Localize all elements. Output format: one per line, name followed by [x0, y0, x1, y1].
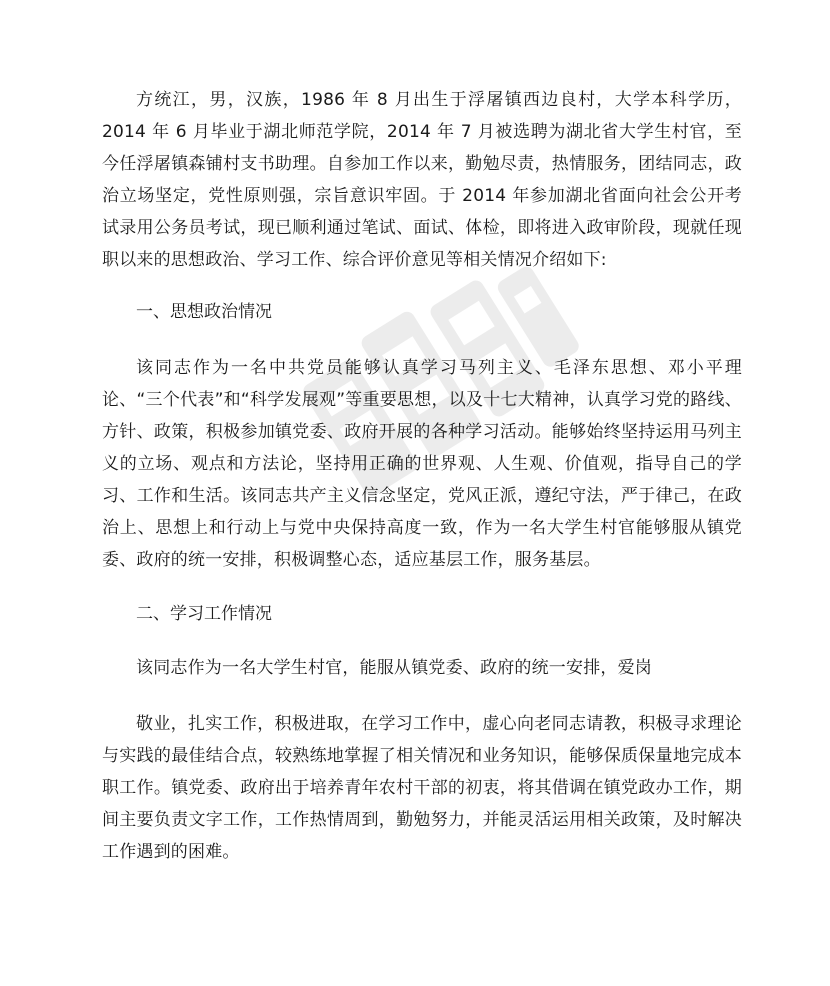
document-body — [102, 84, 742, 868]
intro-paragraph: 方统江，男，汉族，1986 年 8 月出生于浮屠镇西边良村，大学本科学历，2014 年 6 月毕业于湖北师范学院，2014 年 7 月被选聘为湖北省大学生村官，至今任浮屠镇森铺村支书助理。自参加工作以来，勤勉尽责，热情服务，团结同志，政治立场坚定，党性原则强，宗旨意识牢固。于 2014 年参加湖北省面向社会公开考试录用公务员考试，现已顺利通过笔试、面试、体检，即将进入政审阶段，现就任现职以来的思想政治、学习工作、综合评价意见等相关情况介绍如下: — [102, 90, 742, 270]
study-work-paragraph-line1: 该同志作为一名大学生村官，能服从镇党委、政府的统一安排，爱岗 — [136, 658, 652, 678]
study-work-paragraph: 敬业，扎实工作，积极进取，在学习工作中，虚心向老同志请教，积极寻求理论与实践的最佳结合点，较熟练地掌握了相关情况和业务知识，能够保质保量地完成本职工作。镇党委、政府出于培养青年农村干部的初衷，将其借调在镇党政办工作，期间主要负责文字工作，工作热情周到，勤勉努力，并能灵活运用相关政策，及时解决工作遇到的困难。 — [102, 714, 742, 862]
section-heading-political: 一、思想政治情况 — [136, 302, 272, 322]
political-paragraph: 该同志作为一名中共党员能够认真学习马列主义、毛泽东思想、邓小平理论、“三个代表”和“科学发展观”等重要思想，以及十七大精神，认真学习党的路线、方针、政策，积极参加镇党委、政府开展的各种学习活动。能够始终坚持运用马列主义的立场、观点和方法论，坚持用正确的世界观、人生观、价值观，指导自己的学习、工作和生活。该同志共产主义信念坚定，党风正派，遵纪守法，严于律己，在政治上、思想上和行动上与党中央保持高度一致，作为一名大学生村官能够服从镇党委、政府的统一安排，积极调整心态，适应基层工作，服务基层。 — [102, 358, 742, 570]
section-heading-study-work: 二、学习工作情况 — [136, 604, 272, 624]
